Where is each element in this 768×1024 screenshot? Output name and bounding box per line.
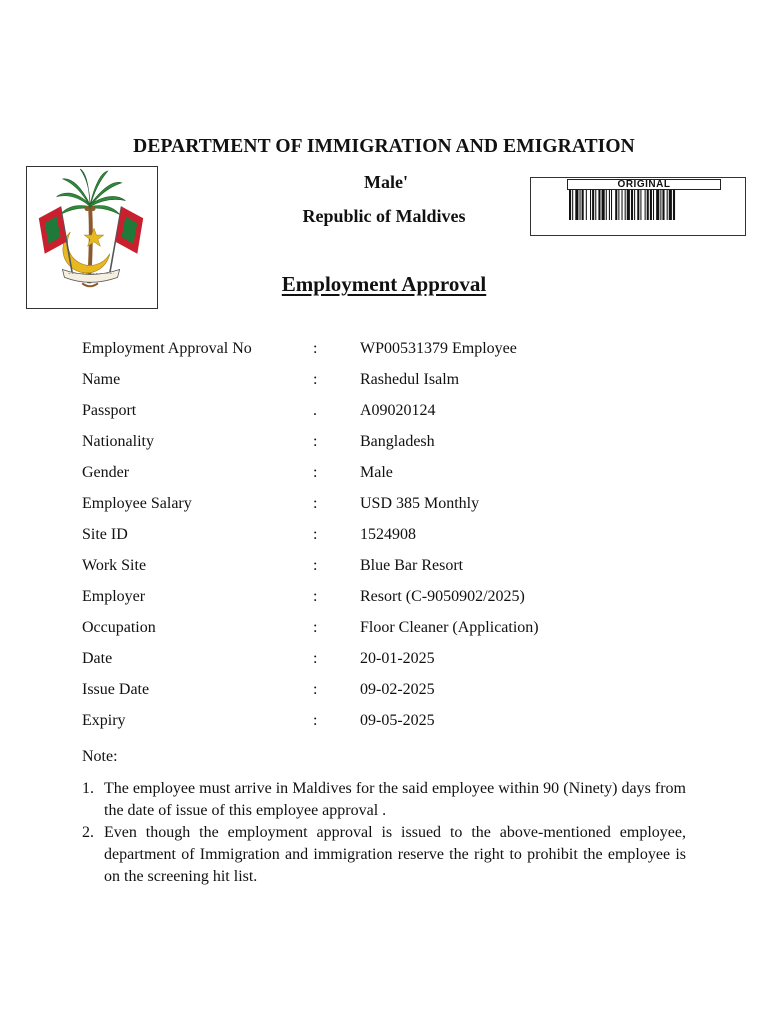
field-row xyxy=(82,397,722,428)
note-number: 1. xyxy=(82,780,94,797)
document-title: Employment Approval xyxy=(281,272,487,296)
barcode-icon xyxy=(567,190,721,220)
field-value: A09020124 xyxy=(360,402,436,419)
field-label: Passport xyxy=(82,402,137,419)
field-label: Employee Salary xyxy=(82,495,192,512)
field-row xyxy=(82,366,722,397)
field-row xyxy=(82,614,722,645)
field-sep: : xyxy=(313,650,318,667)
field-sep: : xyxy=(313,712,318,729)
field-sep: : xyxy=(313,340,318,357)
note-number: 2. xyxy=(82,824,94,841)
field-label: Employment Approval No xyxy=(82,340,252,357)
note-text: Even though the employment approval is issued to the above-mentioned employee, department of Immigration and immigration reserve the right to prohibit the employee is on the screening hit list. xyxy=(104,824,686,885)
field-label: Date xyxy=(82,650,113,667)
field-label: Expiry xyxy=(82,712,126,729)
state-emblem xyxy=(26,166,158,309)
emblem-icon xyxy=(27,167,157,308)
field-row xyxy=(82,459,722,490)
note-item xyxy=(82,778,686,822)
note-item xyxy=(82,822,686,888)
field-row xyxy=(82,645,722,676)
notes-list xyxy=(82,778,686,888)
field-label: Employer xyxy=(82,588,146,605)
field-label: Name xyxy=(82,371,121,388)
field-sep: : xyxy=(313,526,318,543)
field-sep: : xyxy=(313,681,318,698)
country-name: Republic of Maldives xyxy=(302,206,466,226)
field-sep: : xyxy=(313,557,318,574)
field-label: Occupation xyxy=(82,619,156,636)
field-row xyxy=(82,490,722,521)
field-sep: : xyxy=(313,433,318,450)
field-sep: : xyxy=(313,619,318,636)
department-title: DEPARTMENT OF IMMIGRATION AND EMIGRATION xyxy=(133,136,635,157)
field-row xyxy=(82,521,722,552)
field-label: Nationality xyxy=(82,433,154,450)
field-value: USD 385 Monthly xyxy=(360,495,480,512)
field-value: Resort (C-9050902/2025) xyxy=(360,588,525,605)
field-sep: : xyxy=(313,371,318,388)
field-label: Site ID xyxy=(82,526,128,543)
field-value: Rashedul Isalm xyxy=(360,371,460,388)
field-row xyxy=(82,552,722,583)
approval-details xyxy=(82,335,722,738)
field-label: Gender xyxy=(82,464,130,481)
field-value: Bangladesh xyxy=(360,433,435,450)
field-value: 09-05-2025 xyxy=(360,712,435,729)
field-label: Work Site xyxy=(82,557,147,574)
field-row xyxy=(82,428,722,459)
field-value: Male xyxy=(360,464,393,481)
city-name: Male' xyxy=(364,172,408,192)
field-value: 1524908 xyxy=(360,526,416,543)
field-sep: : xyxy=(313,495,318,512)
field-row xyxy=(82,583,722,614)
field-value: Floor Cleaner (Application) xyxy=(360,619,539,636)
field-row xyxy=(82,676,722,707)
note-text: The employee must arrive in Maldives for the said employee within 90 (Ninety) days from the date of issue of this employee approval . xyxy=(104,780,686,819)
field-value: Blue Bar Resort xyxy=(360,557,464,574)
original-label: ORIGINAL xyxy=(567,179,721,190)
field-label: Issue Date xyxy=(82,681,150,698)
field-sep: . xyxy=(313,402,317,419)
field-sep: : xyxy=(313,588,318,605)
field-value: 20-01-2025 xyxy=(360,650,435,667)
field-value: 09-02-2025 xyxy=(360,681,435,698)
field-value: WP00531379 Employee xyxy=(360,340,517,357)
field-row xyxy=(82,335,722,366)
barcode-panel xyxy=(530,177,746,236)
note-heading: Note: xyxy=(82,748,118,765)
field-row xyxy=(82,707,722,738)
field-sep: : xyxy=(313,464,318,481)
